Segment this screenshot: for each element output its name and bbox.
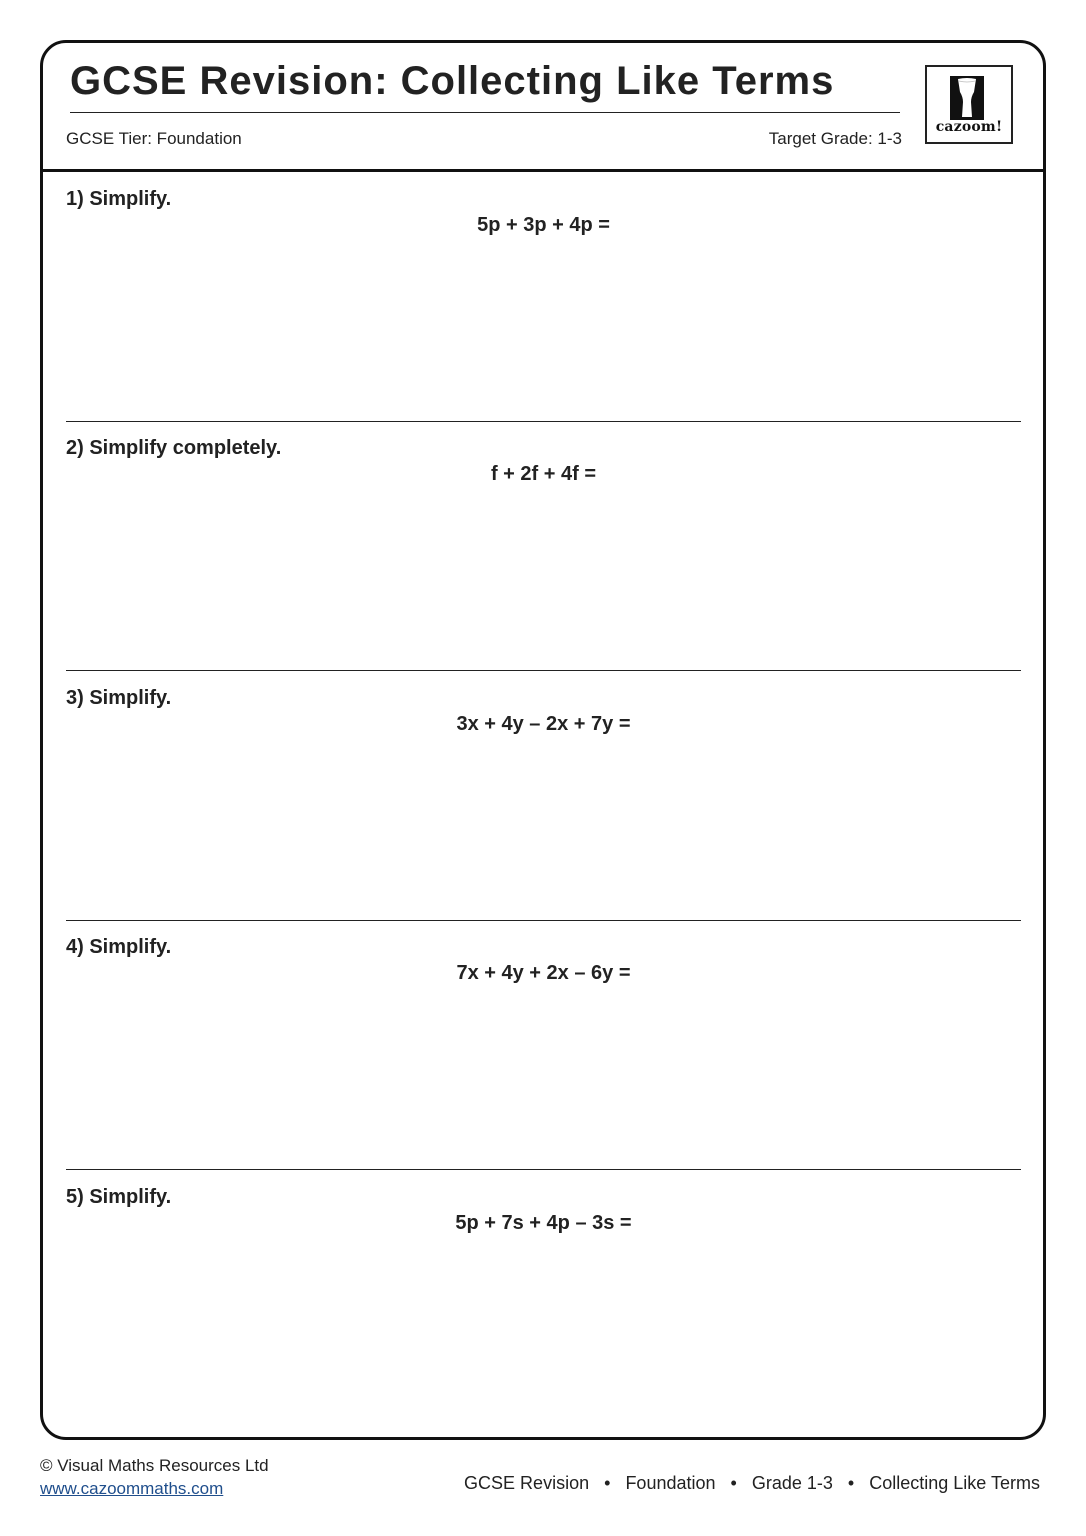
worksheet-header xyxy=(43,43,1043,172)
djembe-drum-icon xyxy=(950,76,984,120)
question-expression: 3x + 4y – 2x + 7y = xyxy=(456,713,631,735)
question-label: 1) Simplify. xyxy=(66,188,172,210)
cazoom-logo xyxy=(925,65,1013,144)
question-1 xyxy=(66,172,1021,422)
breadcrumb-item: Collecting Like Terms xyxy=(869,1473,1040,1493)
question-label: 2) Simplify completely. xyxy=(66,437,282,459)
question-expression: f + 2f + 4f = xyxy=(490,463,597,485)
breadcrumb-item: Foundation xyxy=(625,1473,716,1493)
bullet-separator: • xyxy=(604,1473,611,1493)
question-label: 3) Simplify. xyxy=(66,687,172,709)
worksheet-frame xyxy=(40,40,1046,1440)
target-grade-label: Target Grade: 1-3 xyxy=(768,129,902,148)
website-link[interactable]: www.cazoommaths.com xyxy=(40,1479,224,1498)
copyright-text: © Visual Maths Resources Ltd xyxy=(40,1456,269,1475)
question-5 xyxy=(66,1170,1021,1419)
question-2 xyxy=(66,421,1021,671)
question-expression: 5p + 3p + 4p = xyxy=(477,214,610,236)
question-3 xyxy=(66,671,1021,921)
breadcrumb-item: Grade 1-3 xyxy=(751,1473,833,1493)
tier-label: GCSE Tier: Foundation xyxy=(66,129,242,148)
question-label: 4) Simplify. xyxy=(66,936,172,958)
bullet-separator: • xyxy=(730,1473,737,1493)
page-title: GCSE Revision: Collecting Like Terms xyxy=(70,59,835,103)
footer-credits xyxy=(40,1454,269,1500)
question-label: 5) Simplify. xyxy=(66,1186,172,1208)
footer-breadcrumb xyxy=(464,1473,1040,1494)
question-expression: 7x + 4y + 2x – 6y = xyxy=(456,962,631,984)
title-divider xyxy=(70,112,900,113)
question-expression: 5p + 7s + 4p – 3s = xyxy=(455,1212,632,1234)
bullet-separator: • xyxy=(847,1473,855,1493)
question-4 xyxy=(66,920,1021,1170)
logo-wordmark: cazoom! xyxy=(935,119,1003,135)
breadcrumb-item: GCSE Revision xyxy=(464,1473,590,1493)
